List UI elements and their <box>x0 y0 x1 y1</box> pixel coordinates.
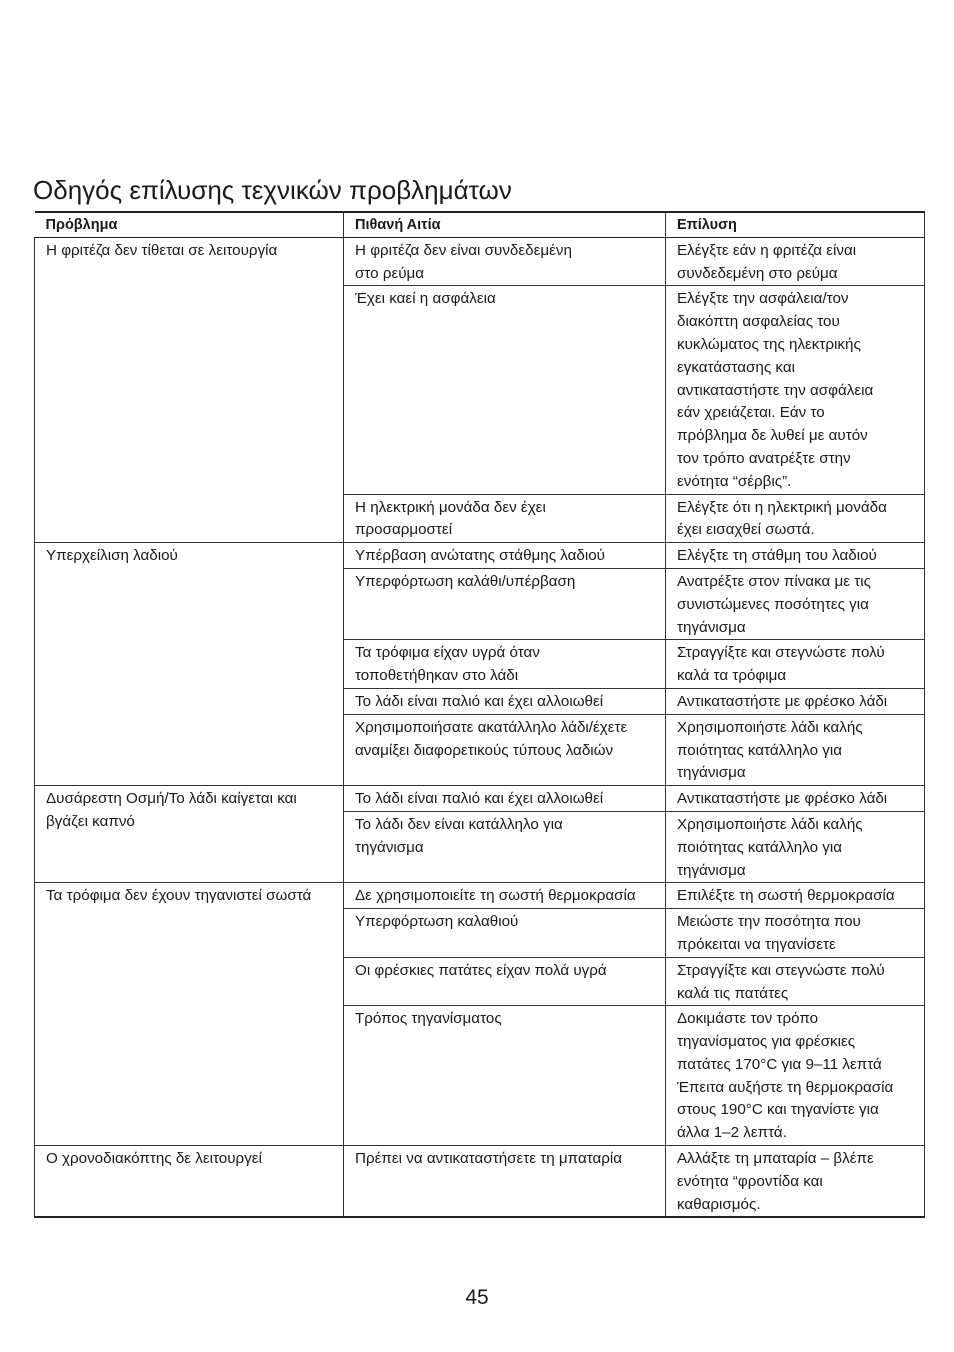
cause-line: Δε χρησιμοποιείτε τη σωστή θερμοκρασία <box>355 887 636 905</box>
solution-cell <box>666 957 925 1006</box>
cause-line: Τρόπος τηγανίσματος <box>355 1010 502 1028</box>
cause-line: τηγάνισμα <box>355 838 424 856</box>
solution-cell <box>666 568 925 639</box>
cause-cell <box>344 714 666 785</box>
solution-line: Χρησιμοποιήστε λάδι καλής <box>677 718 863 736</box>
solution-line: τηγανίσματος για φρέσκιες <box>677 1033 856 1051</box>
solution-cell <box>666 543 925 569</box>
solution-cell <box>666 714 925 785</box>
cause-line: Υπέρβαση ανώτατης στάθμης λαδιού <box>355 547 605 565</box>
solution-line: ενότητα “φροντίδα και <box>677 1172 823 1190</box>
solution-line: άλλα 1–2 λεπτά. <box>677 1124 787 1142</box>
cause-cell <box>344 543 666 569</box>
page-number: 45 <box>465 1286 489 1309</box>
troubleshooting-table <box>34 211 925 1218</box>
cause-cell <box>344 811 666 882</box>
cause-cell <box>344 786 666 812</box>
cause-line: στο ρεύμα <box>355 264 425 282</box>
solution-cell <box>666 811 925 882</box>
solution-cell <box>666 286 925 494</box>
solution-line: Επιλέξτε τη σωστή θερμοκρασία <box>677 887 895 905</box>
solution-line: Ελέγξτε εάν η φριτέζα είναι <box>677 241 857 259</box>
table-row <box>35 1146 925 1218</box>
solution-line: Ελέγξτε τη στάθμη του λαδιού <box>677 547 877 565</box>
cause-line: Η φριτέζα δεν είναι συνδεδεμένη <box>355 241 572 259</box>
header-cause: Πιθανή Αιτία <box>344 212 666 237</box>
solution-line: συνδεδεμένη στο ρεύμα <box>677 264 838 282</box>
cause-cell <box>344 237 666 286</box>
solution-cell <box>666 640 925 689</box>
solution-line: ενότητα “σέρβις”. <box>677 472 792 490</box>
cause-line: τοποθετήθηκαν στο λάδι <box>355 667 519 685</box>
solution-line: εγκατάστασης και <box>677 358 795 376</box>
solution-line: διακόπτη ασφαλείας του <box>677 313 840 331</box>
solution-line: Αλλάξτε τη μπαταρία – βλέπε <box>677 1150 874 1168</box>
table-row <box>35 786 925 812</box>
solution-line: συνιστώμενες ποσότητες για <box>677 595 869 613</box>
cause-line: Το λάδι είναι παλιό και έχει αλλοιωθεί <box>355 790 604 808</box>
table-row <box>35 237 925 286</box>
cause-cell <box>344 957 666 1006</box>
solution-line: πρόβλημα δε λυθεί με αυτόν <box>677 427 868 445</box>
solution-line: Στραγγίξτε και στεγνώστε πολύ <box>677 644 885 662</box>
solution-line: Ελέγξτε ότι η ηλεκτρική μονάδα <box>677 498 887 516</box>
problem-cell: Υπερχείλιση λαδιού <box>35 543 344 786</box>
cause-cell <box>344 1006 666 1146</box>
solution-line: ποιότητας κατάλληλο για <box>677 838 843 856</box>
solution-line: καλά τις πατάτες <box>677 984 789 1002</box>
cause-line: Η ηλεκτρική μονάδα δεν έχει <box>355 498 546 516</box>
cause-line: Τα τρόφιμα είχαν υγρά όταν <box>355 644 540 662</box>
solution-line: τον τρόπο ανατρέξτε στην <box>677 449 851 467</box>
solution-line: Έπειτα αυξήστε τη θερμοκρασία <box>677 1078 894 1096</box>
solution-line: Αντικαταστήστε με φρέσκο λάδι <box>677 790 888 808</box>
solution-cell <box>666 688 925 714</box>
solution-line: Μειώστε την ποσότητα που <box>677 913 861 931</box>
solution-line: στους 190°C και τηγανίστε για <box>677 1101 879 1119</box>
problem-cell: Τα τρόφιμα δεν έχουν τηγανιστεί σωστά <box>35 883 344 1146</box>
solution-cell <box>666 883 925 909</box>
cause-line: Το λάδι είναι παλιό και έχει αλλοιωθεί <box>355 692 604 710</box>
table-row <box>35 883 925 909</box>
cause-line: αναμίξει διαφορετικούς τύπους λαδιών <box>355 741 614 759</box>
cause-line: Το λάδι δεν είναι κατάλληλο για <box>355 815 563 833</box>
table-header-row <box>35 212 925 237</box>
solution-line: Ανατρέξτε στον πίνακα με τις <box>677 572 871 590</box>
solution-line: εάν χρειάζεται. Εάν το <box>677 404 825 422</box>
header-solution: Επίλυση <box>666 212 925 237</box>
solution-cell <box>666 786 925 812</box>
solution-cell <box>666 494 925 543</box>
solution-line: κυκλώματος της ηλεκτρικής <box>677 335 861 353</box>
cause-line: Υπερφόρτωση καλαθιού <box>355 913 519 931</box>
problem-cell: Δυσάρεστη Οσμή/Το λάδι καίγεται και βγάζει καπνό <box>35 786 344 883</box>
solution-line: έχει εισαχθεί σωστά. <box>677 521 815 539</box>
cause-line: Έχει καεί η ασφάλεια <box>355 290 496 308</box>
cause-line: Χρησιμοποιήσατε ακατάλληλο λάδι/έχετε <box>355 718 628 736</box>
solution-line: Ελέγξτε την ασφάλεια/τον <box>677 290 849 308</box>
table-body <box>35 237 925 1217</box>
header-problem: Πρόβλημα <box>35 212 344 237</box>
cause-cell <box>344 568 666 639</box>
solution-line: τηγάνισμα <box>677 764 746 782</box>
solution-cell <box>666 237 925 286</box>
cause-cell <box>344 688 666 714</box>
cause-line: Υπερφόρτωση καλάθι/υπέρβαση <box>355 572 576 590</box>
solution-cell <box>666 1006 925 1146</box>
cause-cell <box>344 909 666 958</box>
cause-cell <box>344 1146 666 1218</box>
page-title: Οδηγός επίλυσης τεχνικών προβλημάτων <box>33 175 512 205</box>
solution-line: πρόκειται να τηγανίσετε <box>677 935 836 953</box>
table-row <box>35 543 925 569</box>
solution-line: καθαρισμός. <box>677 1195 761 1213</box>
solution-line: αντικαταστήστε την ασφάλεια <box>677 381 874 399</box>
solution-line: τηγάνισμα <box>677 618 746 636</box>
solution-line: Στραγγίξτε και στεγνώστε πολύ <box>677 961 885 979</box>
cause-cell <box>344 494 666 543</box>
cause-line: Πρέπει να αντικαταστήσετε τη μπαταρία <box>355 1150 623 1168</box>
solution-line: Δοκιμάστε τον τρόπο <box>677 1010 819 1028</box>
solution-line: ποιότητας κατάλληλο για <box>677 741 843 759</box>
problem-cell: Ο χρονοδιακόπτης δε λειτουργεί <box>35 1146 344 1218</box>
cause-line: Οι φρέσκιες πατάτες είχαν πολά υγρά <box>355 961 607 979</box>
solution-line: Χρησιμοποιήστε λάδι καλής <box>677 815 863 833</box>
cause-cell <box>344 640 666 689</box>
solution-line: Αντικαταστήστε με φρέσκο λάδι <box>677 692 888 710</box>
cause-line: προσαρμοστεί <box>355 521 453 539</box>
cause-cell <box>344 286 666 494</box>
solution-cell <box>666 909 925 958</box>
solution-line: πατάτες 170°C για 9–11 λεπτά <box>677 1055 882 1073</box>
problem-cell: Η φριτέζα δεν τίθεται σε λειτουργία <box>35 237 344 542</box>
solution-cell <box>666 1146 925 1218</box>
cause-cell <box>344 883 666 909</box>
solution-line: καλά τα τρόφιμα <box>677 667 787 685</box>
solution-line: τηγάνισμα <box>677 861 746 879</box>
